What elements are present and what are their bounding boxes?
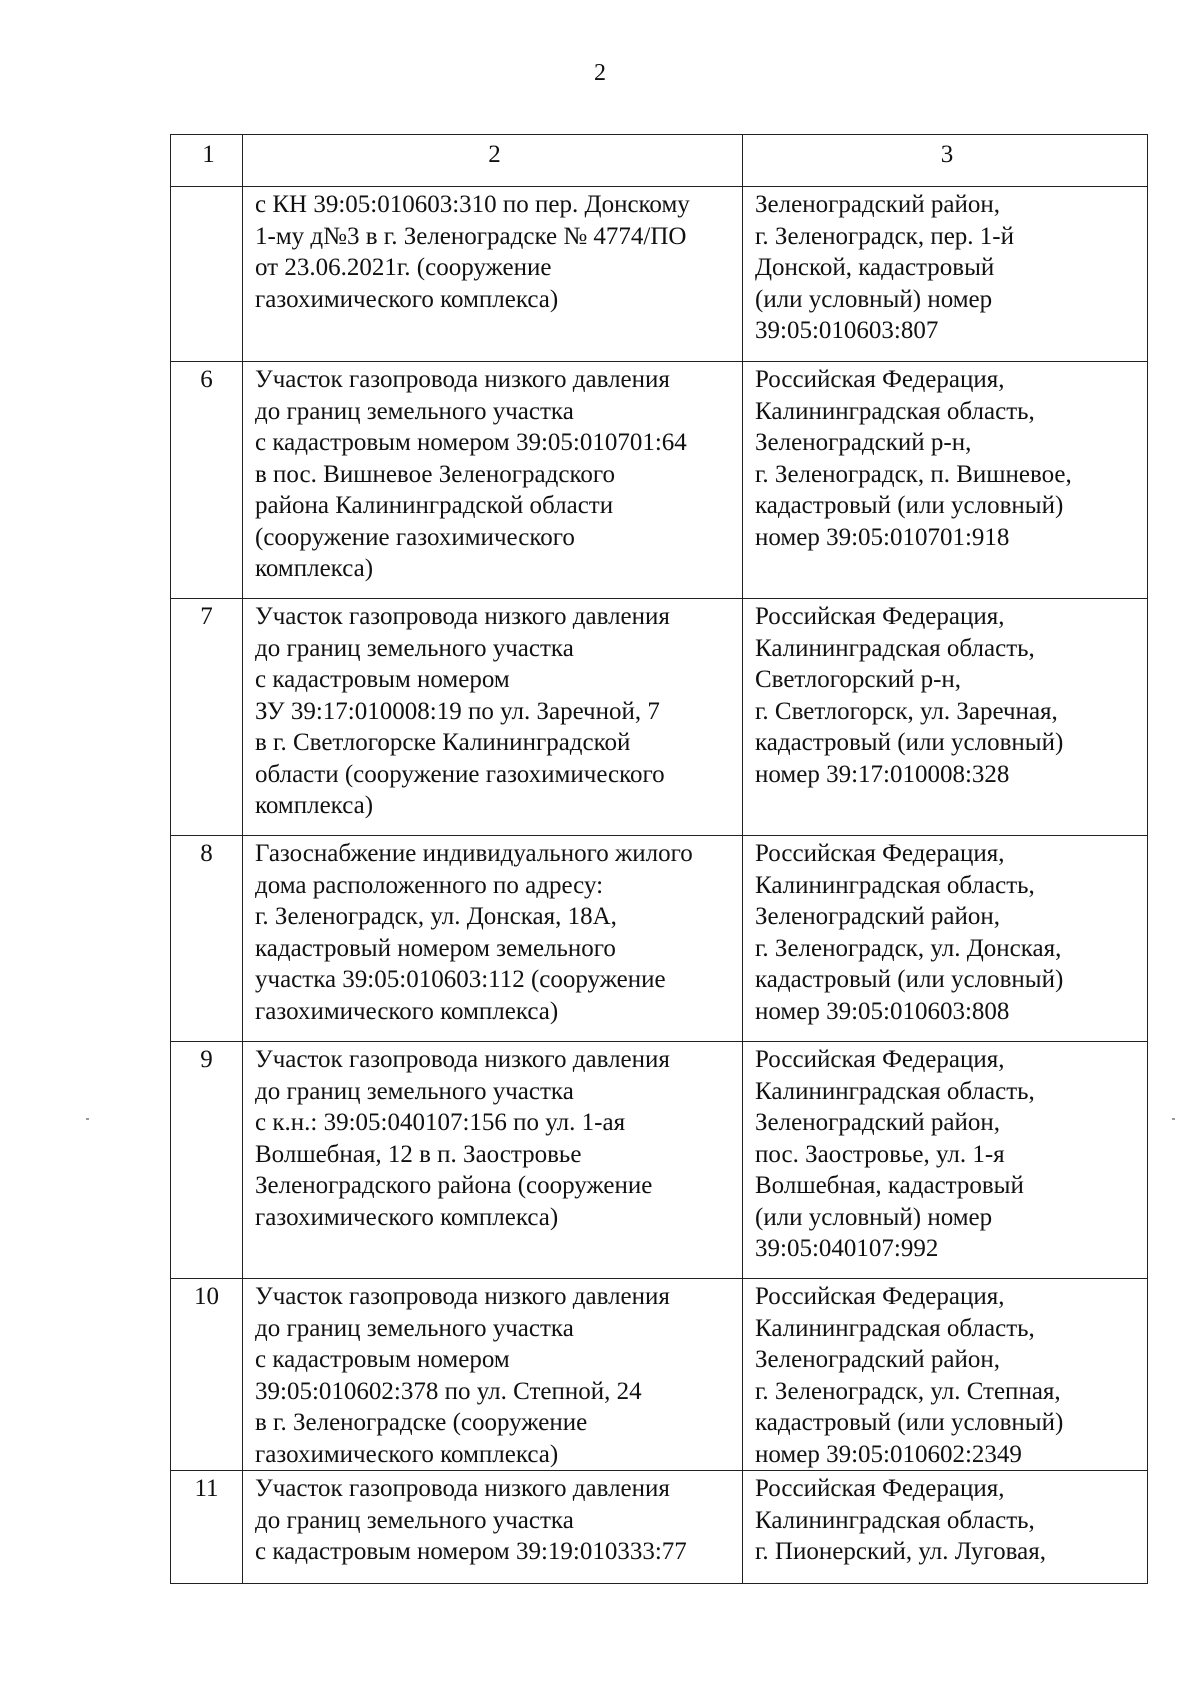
description-line: в г. Зеленоградске (сооружение bbox=[255, 1409, 588, 1436]
object-description bbox=[243, 1279, 743, 1471]
object-description bbox=[243, 836, 743, 1042]
address-line: 39:05:040107:992 bbox=[755, 1235, 939, 1262]
description-line: с КН 39:05:010603:310 по пер. Донскому bbox=[255, 191, 690, 218]
description-line: кадастровый номером земельного bbox=[255, 934, 616, 962]
address-line: г. Светлогорск, ул. Заречная, bbox=[755, 697, 1058, 725]
description-line: Участок газопровода низкого давления bbox=[255, 366, 670, 393]
description-line: в г. Светлогорске Калининградской bbox=[255, 729, 631, 756]
address-line: Донской, кадастровый bbox=[755, 254, 995, 281]
address-line: Российская Федерация, bbox=[755, 366, 1005, 393]
row-number: 8 bbox=[171, 836, 243, 1042]
table-row bbox=[171, 599, 1148, 836]
address-line: Российская Федерация, bbox=[755, 1283, 1005, 1310]
address-line: кадастровый (или условный) bbox=[755, 729, 1064, 756]
row-number: 11 bbox=[171, 1471, 243, 1584]
address-line: Российская Федерация, bbox=[755, 840, 1005, 867]
address-line: номер 39:05:010603:808 bbox=[755, 997, 1010, 1025]
header-col-1: 1 bbox=[171, 135, 243, 187]
address-line: г. Зеленоградск, ул. Степная, bbox=[755, 1377, 1061, 1405]
address-line: (или условный) номер bbox=[755, 1203, 993, 1231]
scan-speck bbox=[86, 1118, 89, 1120]
address-line: номер 39:17:010008:328 bbox=[755, 760, 1010, 788]
description-line: газохимического комплекса) bbox=[255, 285, 559, 313]
address-line: г. Зеленоградск, пер. 1-й bbox=[755, 222, 1014, 250]
object-address bbox=[743, 1279, 1148, 1471]
description-line: 1-му д№3 в г. Зеленоградске № 4774/ПО bbox=[255, 222, 687, 250]
address-line: Калининградская область, bbox=[755, 1077, 1035, 1105]
address-line: Зеленоградский район, bbox=[755, 1109, 1000, 1136]
table-row bbox=[171, 1042, 1148, 1279]
description-line: в пос. Вишневое Зеленоградского bbox=[255, 460, 615, 488]
description-line: района Калининградской области bbox=[255, 492, 614, 519]
address-line: Калининградская область, bbox=[755, 1506, 1035, 1534]
address-line: Калининградская область, bbox=[755, 634, 1035, 662]
description-line: до границ земельного участка bbox=[255, 1077, 574, 1105]
row-number: 9 bbox=[171, 1042, 243, 1279]
object-address bbox=[743, 362, 1148, 599]
description-line: Участок газопровода низкого давления bbox=[255, 1046, 670, 1073]
description-line: до границ земельного участка bbox=[255, 634, 574, 662]
object-address bbox=[743, 599, 1148, 836]
address-line: пос. Заостровье, ул. 1-я bbox=[755, 1140, 1005, 1168]
description-line: участка 39:05:010603:112 (сооружение bbox=[255, 966, 666, 993]
address-line: 39:05:010603:807 bbox=[755, 317, 939, 344]
row-number bbox=[171, 187, 243, 362]
address-line: г. Зеленоградск, п. Вишневое, bbox=[755, 460, 1072, 488]
object-description bbox=[243, 1042, 743, 1279]
address-line: кадастровый (или условный) bbox=[755, 966, 1064, 993]
object-address bbox=[743, 1471, 1148, 1584]
address-line: Российская Федерация, bbox=[755, 1046, 1005, 1073]
scan-speck bbox=[1172, 1118, 1175, 1120]
description-line: с кадастровым номером 39:19:010333:77 bbox=[255, 1538, 687, 1565]
description-line: Газоснабжение индивидуального жилого bbox=[255, 840, 693, 867]
description-line: (сооружение газохимического bbox=[255, 523, 575, 551]
description-line: газохимического комплекса) bbox=[255, 1203, 559, 1231]
address-line: номер 39:05:010701:918 bbox=[755, 523, 1010, 551]
description-line: Участок газопровода низкого давления bbox=[255, 1283, 670, 1310]
address-line: Зеленоградский район, bbox=[755, 903, 1000, 930]
address-line: Российская Федерация, bbox=[755, 1475, 1005, 1502]
address-line: (или условный) номер bbox=[755, 285, 993, 313]
description-line: до границ земельного участка bbox=[255, 1506, 574, 1534]
description-line: ЗУ 39:17:010008:19 по ул. Заречной, 7 bbox=[255, 697, 660, 725]
address-line: Зеленоградский район, bbox=[755, 1346, 1000, 1373]
header-col-2: 2 bbox=[243, 135, 743, 187]
table-row bbox=[171, 187, 1148, 362]
table-row bbox=[171, 362, 1148, 599]
object-description bbox=[243, 1471, 743, 1584]
table-row bbox=[171, 1471, 1148, 1584]
description-line: 39:05:010602:378 по ул. Степной, 24 bbox=[255, 1377, 642, 1405]
table-header-row bbox=[171, 135, 1148, 187]
row-number: 7 bbox=[171, 599, 243, 836]
address-line: г. Пионерский, ул. Луговая, bbox=[755, 1538, 1047, 1565]
address-line: кадастровый (или условный) bbox=[755, 492, 1064, 519]
address-line: кадастровый (или условный) bbox=[755, 1409, 1064, 1436]
description-line: Зеленоградского района (сооружение bbox=[255, 1172, 653, 1199]
object-address bbox=[743, 1042, 1148, 1279]
document-table bbox=[170, 134, 1148, 1584]
description-line: газохимического комплекса) bbox=[255, 997, 559, 1025]
description-line: области (сооружение газохимического bbox=[255, 760, 665, 788]
description-line: с к.н.: 39:05:040107:156 по ул. 1-ая bbox=[255, 1109, 626, 1136]
description-line: Участок газопровода низкого давления bbox=[255, 1475, 670, 1502]
description-line: с кадастровым номером bbox=[255, 666, 510, 693]
address-line: г. Зеленоградск, ул. Донская, bbox=[755, 934, 1062, 962]
table-row bbox=[171, 836, 1148, 1042]
address-line: Калининградская область, bbox=[755, 397, 1035, 425]
description-line: до границ земельного участка bbox=[255, 397, 574, 425]
row-number: 6 bbox=[171, 362, 243, 599]
description-line: Волшебная, 12 в п. Заостровье bbox=[255, 1140, 582, 1168]
description-line: г. Зеленоградск, ул. Донская, 18А, bbox=[255, 903, 617, 930]
address-line: Российская Федерация, bbox=[755, 603, 1005, 630]
address-line: Калининградская область, bbox=[755, 1314, 1035, 1342]
description-line: газохимического комплекса) bbox=[255, 1440, 559, 1468]
description-line: до границ земельного участка bbox=[255, 1314, 574, 1342]
object-description bbox=[243, 187, 743, 362]
header-col-3: 3 bbox=[743, 135, 1148, 187]
object-address bbox=[743, 187, 1148, 362]
description-line: комплекса) bbox=[255, 555, 374, 582]
page-number: 2 bbox=[594, 60, 606, 86]
object-description bbox=[243, 599, 743, 836]
description-line: дома расположенного по адресу: bbox=[255, 871, 604, 899]
table-row bbox=[171, 1279, 1148, 1471]
description-line: от 23.06.2021г. (сооружение bbox=[255, 254, 552, 281]
address-line: Зеленоградский район, bbox=[755, 191, 1000, 218]
address-line: номер 39:05:010602:2349 bbox=[755, 1440, 1022, 1468]
description-line: Участок газопровода низкого давления bbox=[255, 603, 670, 630]
address-line: Зеленоградский р-н, bbox=[755, 429, 972, 456]
description-line: с кадастровым номером bbox=[255, 1346, 510, 1373]
address-line: Волшебная, кадастровый bbox=[755, 1172, 1024, 1199]
object-description bbox=[243, 362, 743, 599]
description-line: комплекса) bbox=[255, 792, 374, 819]
row-number: 10 bbox=[171, 1279, 243, 1471]
address-line: Светлогорский р-н, bbox=[755, 666, 962, 693]
description-line: с кадастровым номером 39:05:010701:64 bbox=[255, 429, 687, 456]
address-line: Калининградская область, bbox=[755, 871, 1035, 899]
object-address bbox=[743, 836, 1148, 1042]
